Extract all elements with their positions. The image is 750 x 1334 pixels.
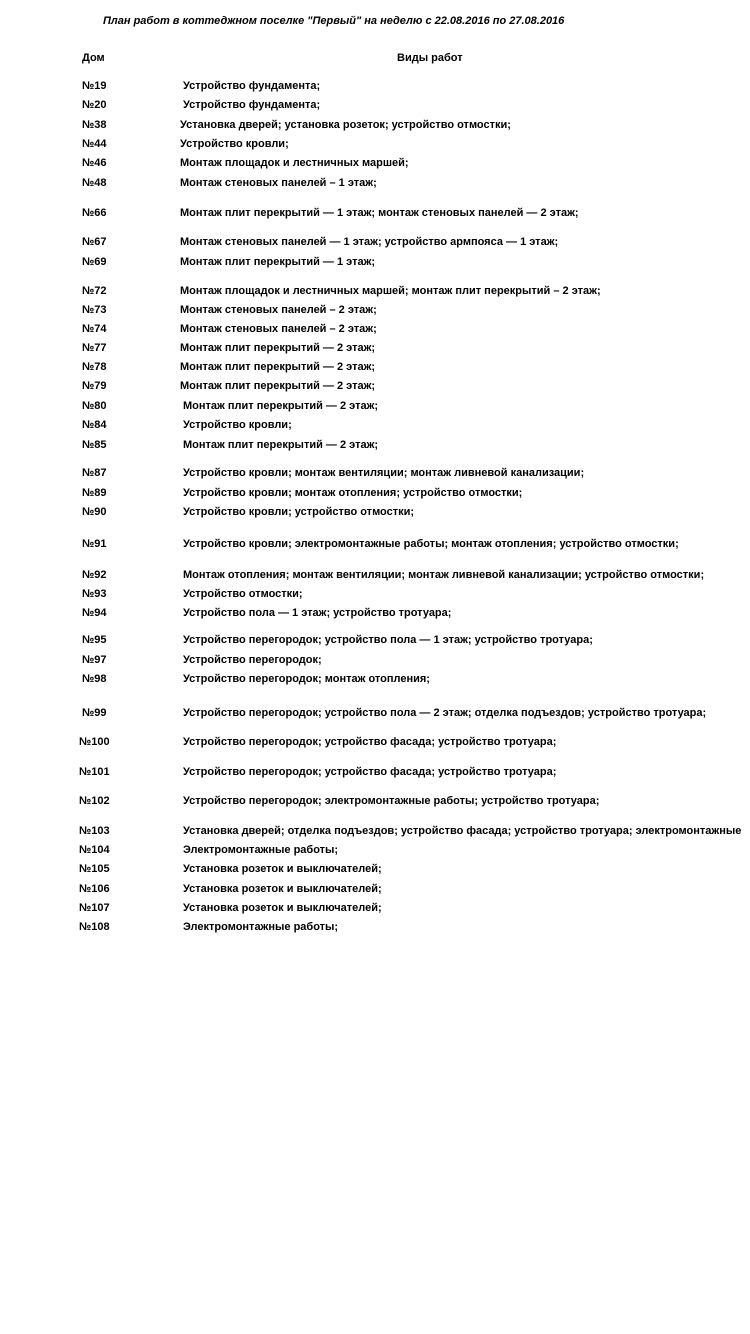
table-row [0, 863, 750, 879]
house-number: №20 [82, 99, 107, 111]
house-number: №48 [82, 177, 107, 189]
table-row [0, 487, 750, 503]
work-description: Монтаж плит перекрытий — 2 этаж; [180, 380, 376, 392]
table-row [0, 506, 750, 522]
table-row [0, 99, 750, 115]
work-description: Монтаж отопления; монтаж вентиляции; монтаж ливневой канализации; устройство отмостки; [183, 569, 705, 581]
work-description: Монтаж стеновых панелей — 1 этаж; устройство армпояса — 1 этаж; [180, 236, 559, 248]
house-number: №19 [82, 80, 107, 92]
house-number: №38 [82, 119, 107, 131]
table-row [0, 80, 750, 96]
house-number: №66 [82, 207, 107, 219]
house-number: №89 [82, 487, 107, 499]
work-description: Устройство перегородок; монтаж отопления; [183, 673, 430, 685]
house-number: №72 [82, 285, 107, 297]
table-row [0, 736, 750, 752]
house-number: №94 [82, 607, 107, 619]
house-number: №99 [82, 707, 107, 719]
table-row [0, 634, 750, 650]
table-row [0, 380, 750, 396]
table-row [0, 844, 750, 860]
work-description: Установка дверей; установка розеток; устройство отмостки; [180, 119, 511, 131]
house-number: №44 [82, 138, 107, 150]
table-row [0, 285, 750, 301]
house-number: №104 [79, 844, 110, 856]
house-number: №87 [82, 467, 107, 479]
house-number: №103 [79, 825, 110, 837]
table-row [0, 569, 750, 585]
work-description: Устройство пола — 1 этаж; устройство тротуара; [183, 607, 452, 619]
house-number: №100 [79, 736, 110, 748]
table-row [0, 902, 750, 918]
work-description: Монтаж плит перекрытий — 1 этаж; монтаж стеновых панелей — 2 этаж; [180, 207, 579, 219]
table-row [0, 883, 750, 899]
work-description: Монтаж площадок и лестничных маршей; [180, 157, 409, 169]
table-row [0, 119, 750, 135]
table-row [0, 825, 750, 841]
table-row [0, 342, 750, 358]
house-number: №92 [82, 569, 107, 581]
work-description: Устройство кровли; устройство отмостки; [183, 506, 415, 518]
house-number: №46 [82, 157, 107, 169]
column-header-house: Дом [82, 52, 105, 64]
work-description: Установка розеток и выключателей; [183, 902, 382, 914]
house-number: №67 [82, 236, 107, 248]
table-row [0, 256, 750, 272]
work-description: Устройство отмостки; [183, 588, 303, 600]
work-description: Электромонтажные работы; [183, 921, 339, 933]
work-description: Установка дверей; отделка подъездов; устройство фасада; устройство тротуара; электромонтажные [183, 825, 742, 837]
table-row [0, 607, 750, 623]
table-row [0, 921, 750, 937]
house-number: №93 [82, 588, 107, 600]
work-description: Монтаж стеновых панелей – 2 этаж; [180, 304, 377, 316]
house-number: №84 [82, 419, 107, 431]
work-description: Устройство кровли; монтаж отопления; устройство отмостки; [183, 487, 523, 499]
work-description: Монтаж плит перекрытий — 1 этаж; [180, 256, 376, 268]
work-description: Устройство перегородок; устройство пола — 2 этаж; отделка подъездов; устройство тротуара; [183, 707, 707, 719]
work-description: Устройство кровли; электромонтажные работы; монтаж отопления; устройство отмостки; [183, 538, 679, 550]
work-description: Монтаж плит перекрытий — 2 этаж; [183, 400, 379, 412]
house-number: №91 [82, 538, 107, 550]
work-description: Монтаж стеновых панелей – 2 этаж; [180, 323, 377, 335]
table-row [0, 538, 750, 554]
table-row [0, 795, 750, 811]
table-row [0, 588, 750, 604]
work-description: Устройство кровли; [180, 138, 289, 150]
work-description: Устройство перегородок; устройство фасада; устройство тротуара; [183, 766, 557, 778]
house-number: №79 [82, 380, 107, 392]
work-description: Устройство перегородок; устройство фасада; устройство тротуара; [183, 736, 557, 748]
work-description: Устройство кровли; [183, 419, 292, 431]
work-description: Устройство фундамента; [183, 99, 321, 111]
work-description: Устройство перегородок; [183, 654, 322, 666]
work-description: Монтаж плит перекрытий — 2 этаж; [180, 342, 376, 354]
table-row [0, 138, 750, 154]
work-description: Устройство кровли; монтаж вентиляции; монтаж ливневой канализации; [183, 467, 585, 479]
work-description: Электромонтажные работы; [183, 844, 339, 856]
work-description: Монтаж плит перекрытий — 2 этаж; [180, 361, 376, 373]
table-row [0, 673, 750, 689]
column-header-works: Виды работ [397, 52, 463, 64]
house-number: №108 [79, 921, 110, 933]
house-number: №98 [82, 673, 107, 685]
house-number: №69 [82, 256, 107, 268]
table-row [0, 400, 750, 416]
table-row [0, 177, 750, 193]
work-description: Установка розеток и выключателей; [183, 883, 382, 895]
work-description: Устройство перегородок; устройство пола — 1 этаж; устройство тротуара; [183, 634, 593, 646]
house-number: №105 [79, 863, 110, 875]
table-row [0, 323, 750, 339]
work-description: Устройство фундамента; [183, 80, 321, 92]
table-row [0, 439, 750, 455]
house-number: №106 [79, 883, 110, 895]
house-number: №102 [79, 795, 110, 807]
work-description: Монтаж стеновых панелей – 1 этаж; [180, 177, 377, 189]
house-number: №73 [82, 304, 107, 316]
house-number: №78 [82, 361, 107, 373]
table-row [0, 236, 750, 252]
house-number: №101 [79, 766, 110, 778]
house-number: №80 [82, 400, 107, 412]
work-description: Монтаж плит перекрытий — 2 этаж; [183, 439, 379, 451]
house-number: №85 [82, 439, 107, 451]
house-number: №90 [82, 506, 107, 518]
table-row [0, 707, 750, 723]
house-number: №77 [82, 342, 107, 354]
table-row [0, 419, 750, 435]
work-description: Устройство перегородок; электромонтажные работы; устройство тротуара; [183, 795, 600, 807]
table-row [0, 361, 750, 377]
table-row [0, 766, 750, 782]
work-description: Установка розеток и выключателей; [183, 863, 382, 875]
house-number: №95 [82, 634, 107, 646]
table-row [0, 654, 750, 670]
page-title: План работ в коттеджном поселке "Первый" на неделю с 22.08.2016 по 27.08.2016 [103, 15, 565, 27]
table-row [0, 157, 750, 173]
house-number: №74 [82, 323, 107, 335]
house-number: №97 [82, 654, 107, 666]
table-row [0, 207, 750, 223]
work-description: Монтаж площадок и лестничных маршей; монтаж плит перекрытий – 2 этаж; [180, 285, 601, 297]
house-number: №107 [79, 902, 110, 914]
table-row [0, 304, 750, 320]
table-row [0, 467, 750, 483]
